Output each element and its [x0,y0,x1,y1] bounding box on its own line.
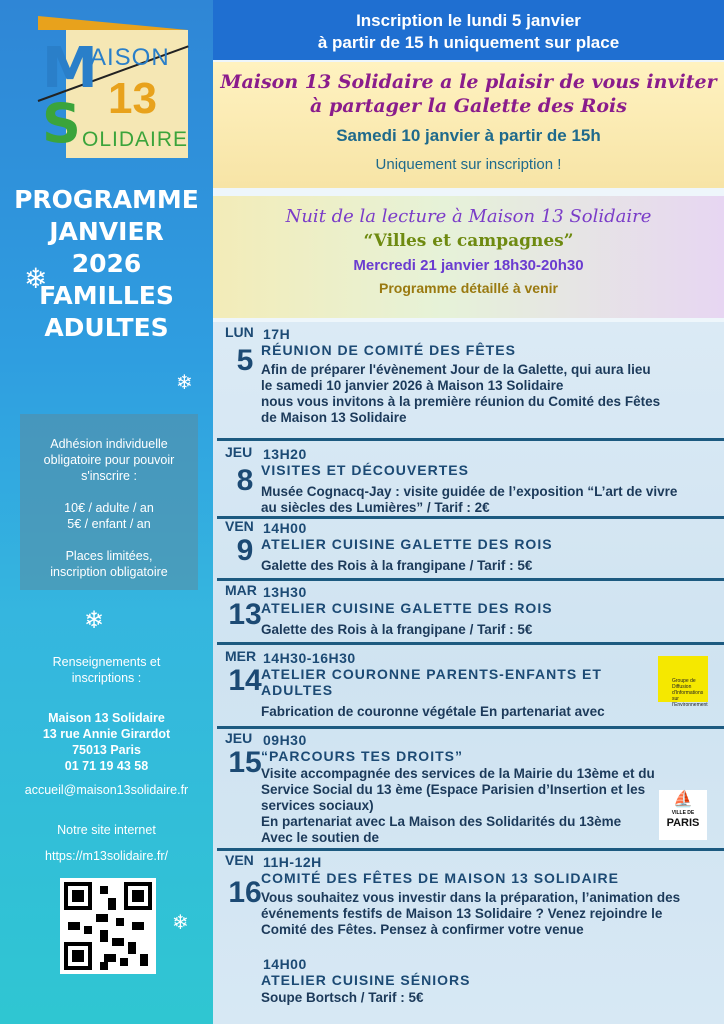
event-desc-line: nous vous invitons à la première réunion du Comité des Fêtes [261,394,661,409]
event-item [213,952,724,1012]
address-line-1: 13 rue Annie Girardot [42,727,171,741]
event-desc-line: Service Social du 13 ème (Espace Parisien d’Insertion et les [261,782,646,797]
event-day: MER [225,648,257,664]
paris-logo-small: VILLE DE [671,810,695,816]
adhesion-line: Adhésion individuelle [50,437,168,451]
divider [217,642,724,645]
event-desc-line: Fabrication de couronne végétale En partenariat avec [261,704,605,719]
event-desc-line: de Maison 13 Solidaire [261,410,407,425]
site-label: Notre site internet [57,823,156,837]
event-description [261,362,701,426]
event-day: VEN [225,852,254,868]
event-desc-line: le samedi 10 janvier 2026 à Maison 13 Solidaire [261,378,564,393]
event-item [213,322,724,440]
event-title: “PARCOURS TES DROITS” [261,748,463,764]
galette-title-line: à partager la Galette des Rois [310,95,627,117]
logo-olidaire: OLIDAIRE [82,128,189,151]
event-item [213,728,724,848]
nuit-lecture-section [213,196,724,318]
event-description [261,890,701,938]
programme-line: PROGRAMME [14,185,199,214]
event-time: 11H-12H [263,854,322,870]
event-desc-line: Afin de préparer l'évènement Jour de la Galette, qui aura lieu [261,362,651,377]
qr-code[interactable] [60,878,156,974]
nuit-date: Mercredi 21 janvier 18h30-20h30 [353,257,584,274]
event-time: 14H00 [263,956,307,972]
adhesion-line: obligatoire pour pouvoir [43,453,175,467]
event-date-number: 14 [228,664,262,697]
event-time: 13H20 [263,446,307,462]
event-description [261,484,701,516]
divider [217,438,724,441]
snowflake-icon: ❄ [172,912,189,934]
address-line-2: 75013 Paris [72,743,141,757]
main-content [213,0,724,1024]
event-day: JEU [225,444,253,460]
maison-13-solidaire-logo [38,16,188,158]
event-desc-line: événements festifs de Maison 13 Solidaire ? Venez rejoindre le [261,906,663,921]
email-link[interactable]: accueil@maison13solidaire.fr [24,783,189,797]
event-desc-line: services sociaux) [261,798,374,813]
event-description [261,990,701,1006]
nuit-subtitle: “Villes et campagnes” [363,231,574,251]
event-item [213,646,724,726]
nuit-title: Nuit de la lecture à Maison 13 Solidaire [285,206,652,227]
event-date-number: 15 [228,746,262,779]
inscription-line-2: à partir de 15 h uniquement sur place [317,33,620,52]
ville-de-paris-logo [659,790,707,840]
event-item [213,580,724,646]
gdie-logo [658,656,708,708]
event-desc-line: Vous souhaitez vous investir dans la préparation, l’animation des [261,890,681,905]
event-item [213,516,724,580]
snowflake-icon: ❄ [24,263,48,294]
event-description [261,622,701,638]
adhesion-line: s'inscrire : [81,469,137,483]
programme-line: FAMILLES [39,281,174,310]
galette-date: Samedi 10 janvier à partir de 15h [336,126,601,145]
adhesion-line: inscription obligatoire [50,565,168,579]
programme-line: 2026 [71,249,142,278]
event-date-number: 9 [236,534,254,567]
event-desc-line: Galette des Rois à la frangipane / Tarif : 5€ [261,558,533,573]
galette-section [213,62,724,188]
galette-note: Uniquement sur inscription ! [375,156,562,173]
event-title: ATELIER COURONNE PARENTS-ENFANTS ET ADULTES [261,666,602,698]
gdie-logo-text: Groupe de Diffusion d'Informations sur l'Environnement [672,678,708,708]
event-date-number: 5 [236,344,254,377]
event-time: 09H30 [263,732,307,748]
paris-logo-text: PARIS [666,817,700,829]
adhesion-line: 5€ / enfant / an [67,517,151,531]
event-title: RÉUNION DE COMITÉ DES FÊTES [261,342,516,358]
event-day: MAR [225,582,257,598]
inscription-banner [213,0,724,60]
event-time: 17H [263,326,291,342]
renseignements-label: Renseignements et inscriptions : [52,655,161,685]
snowflake-icon: ❄ [176,372,193,394]
event-description [261,704,701,720]
phone-number[interactable]: 01 71 19 43 58 [64,759,149,773]
event-title: ATELIER CUISINE SÉNIORS [261,972,471,988]
event-desc-line: En partenariat avec La Maison des Solidarités du 13ème [261,814,622,829]
logo-13: 13 [108,74,157,123]
event-desc-line: Avec le soutien de [261,830,380,845]
logo-aison: AISON [90,44,170,71]
event-item [213,442,724,514]
events-list [213,322,724,1024]
programme-line: JANVIER [49,217,164,246]
event-desc-line: Musée Cognacq-Jay : visite guidée de l’exposition “L’art de vivre [261,484,678,499]
nuit-programme: Programme détaillé à venir [379,280,558,296]
event-desc-line: Visite accompagnée des services de la Mairie du 13ème et du [261,766,655,781]
sidebar [0,0,213,1024]
logo-m: M [42,36,98,101]
adhesion-box [20,414,198,590]
event-date-number: 8 [236,464,254,497]
event-day: VEN [225,518,254,534]
galette-title-line: Maison 13 Solidaire a le plaisir de vous inviter [220,71,717,93]
event-title: ATELIER CUISINE GALETTE DES ROIS [261,600,553,616]
event-time: 13H30 [263,584,307,600]
programme-line: ADULTES [44,313,169,342]
galette-title [213,62,724,118]
adhesion-line: 10€ / adulte / an [64,501,154,515]
inscription-line-1: Inscription le lundi 5 janvier [356,11,581,30]
adhesion-line: Places limitées, [65,549,153,563]
event-date-number: 13 [228,598,262,631]
event-day: LUN [225,324,254,340]
event-title: ATELIER CUISINE GALETTE DES ROIS [261,536,553,552]
event-title: VISITES ET DÉCOUVERTES [261,462,469,478]
event-day: JEU [225,730,253,746]
org-name: Maison 13 Solidaire [48,711,165,725]
event-desc-line: au siècles des Lumières” / Tarif : 2€ [261,500,490,515]
event-desc-line: Galette des Rois à la frangipane / Tarif : 5€ [261,622,533,637]
event-item [213,850,724,950]
paris-boat-icon: ⛵ [673,791,693,808]
event-date-number: 16 [228,876,262,909]
snowflake-icon: ❄ [84,607,105,634]
site-url-link[interactable]: https://m13solidaire.fr/ [45,849,168,863]
event-desc-line: Comité des Fêtes. Pensez à confirmer votre venue [261,922,584,937]
event-desc-line: Soupe Bortsch / Tarif : 5€ [261,990,424,1005]
logo-s: S [42,92,81,155]
event-time: 14H30-16H30 [263,650,356,666]
event-title: COMITÉ DES FÊTES DE MAISON 13 SOLIDAIRE [261,870,619,886]
event-description [261,558,701,574]
event-time: 14H00 [263,520,307,536]
event-description [261,766,701,846]
